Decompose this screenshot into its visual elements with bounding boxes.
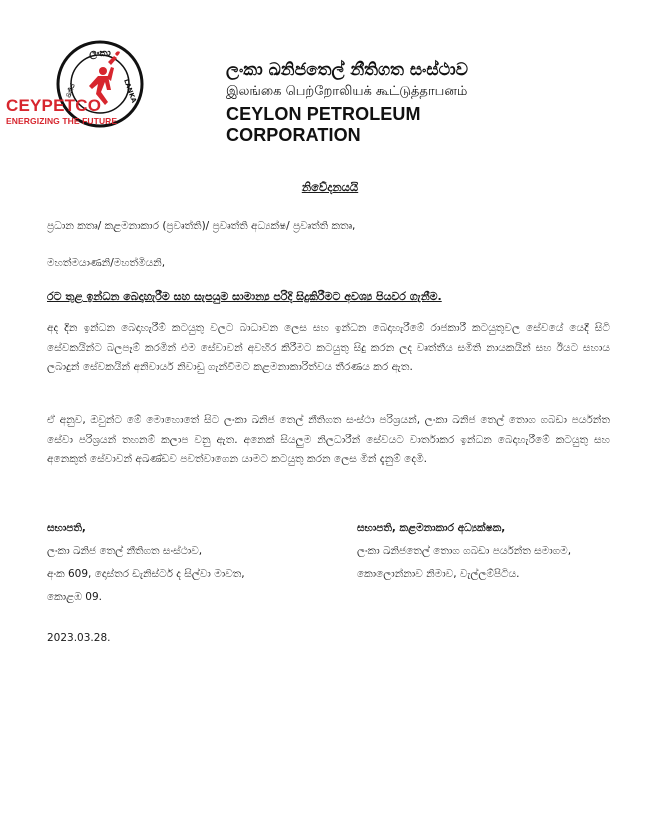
- notice-heading: නිවේදනයයි: [301, 180, 359, 194]
- title-sinhala: ලංකා ඛනිජතෙල් නීතිගත සංස්ථාව: [226, 60, 468, 80]
- signatory-right-line-2: කොලොන්නාව නිමාව, වැල්ලම්පිටිය.: [357, 568, 520, 580]
- body-paragraph-2: ඒ අනුව, ඔවුන්ට මේ මොහොතේ සිට ලංකා ඛනිජ තෙල් නීතිගත සංස්ථා පරිශ්‍රයන්, ලංකා ඛනිජ තෙල් තොග ගබඩා පර්යන්ත සේවා පරිශ්‍රයන් තහනම් කලාප වනු ඇත. අනෙක් සියලුම නිලධාරීන් සේවයට වාර්තාකර ඉන්ධන බෙදාහැරීමේ කටයුතු සහ අනෙකුත් සේවාවන් අඛණ්ඩව පවත්වාගෙන යාමට කටයුතු කරන ලෙස මින් දැනුම් දෙමි.: [47, 414, 610, 465]
- ring-left-text: ඛනිජ: [64, 82, 77, 99]
- salutation: මහත්මයාණනි/මහත්මියනි,: [47, 257, 166, 269]
- brand-tagline: ENERGIZING THE FUTURE: [6, 116, 118, 126]
- title-tamil: இலங்கை பெற்றோலியக் கூட்டுத்தாபனம்: [226, 84, 468, 99]
- signatory-right: [357, 521, 571, 590]
- signatory-left-title: සභාපති,: [47, 522, 86, 534]
- title-english: CEYLON PETROLEUM CORPORATION: [226, 104, 421, 145]
- organization-titles: [226, 60, 556, 146]
- document-date: 2023.03.28.: [47, 632, 111, 644]
- signatory-left-line-1: ලංකා ඛනිජ තෙල් නීතිගත සංස්ථාව,: [47, 545, 203, 557]
- recipients-line: ප්‍රධාන කතෘ/ කළමනාකාර (ප්‍රවෘත්ති)/ ප්‍රවෘත්ති අධ්‍යක්ෂ/ ප්‍රවෘත්ති කතෘ,: [47, 220, 356, 232]
- ring-right-text: LANKA: [122, 77, 139, 104]
- signatory-left: [47, 521, 245, 613]
- signatory-right-line-1: ලංකා ඛනිජතෙල් තොග ගබඩා පර්යන්ත සමාගම,: [357, 545, 572, 557]
- brand-name: CEYPETCO: [6, 96, 102, 115]
- signatory-left-line-2: අංක 609, දොස්තර ඩැනිස්ටර් ද සිල්වා මාවත,: [47, 568, 245, 580]
- signatory-left-line-3: කොළඹ 09.: [47, 591, 102, 603]
- signatory-right-title: සභාපති, කළමනාකාර අධ්‍යක්ෂක,: [357, 522, 506, 534]
- subject-line: රට තුළ ඉන්ධන බෙදාහැරීම සහ සැපයුම සාමාන්‍ය පරිදි සිදුකිරීමට අවශ්‍ය පියවර ගැනීම.: [47, 290, 442, 303]
- ring-top-text: ලංකා: [89, 48, 111, 59]
- body-paragraph-1: අද දින ඉන්ධන බෙදාහැරීම් කටයුතු වලට බාධාවන ලෙස සහ ඉන්ධන බෙදාහැරීමේ රාජකාරී කටයුතුවල සේවයේ යෙදී සිටි සේවකයින්ට බලපෑම් කරමින් එම සේවාවන් අවහිර කිරීමට කටයුතු සිදු කරන ලද වෘත්තීය සමිති නායකයින් සහ ඊයට සහාය ලබාදුන් සේවකයින් අනිවාර්ය නිවාඩු ගැන්වීමට කළමනාකාරිත්වය තීරණය කර ඇත.: [47, 322, 610, 373]
